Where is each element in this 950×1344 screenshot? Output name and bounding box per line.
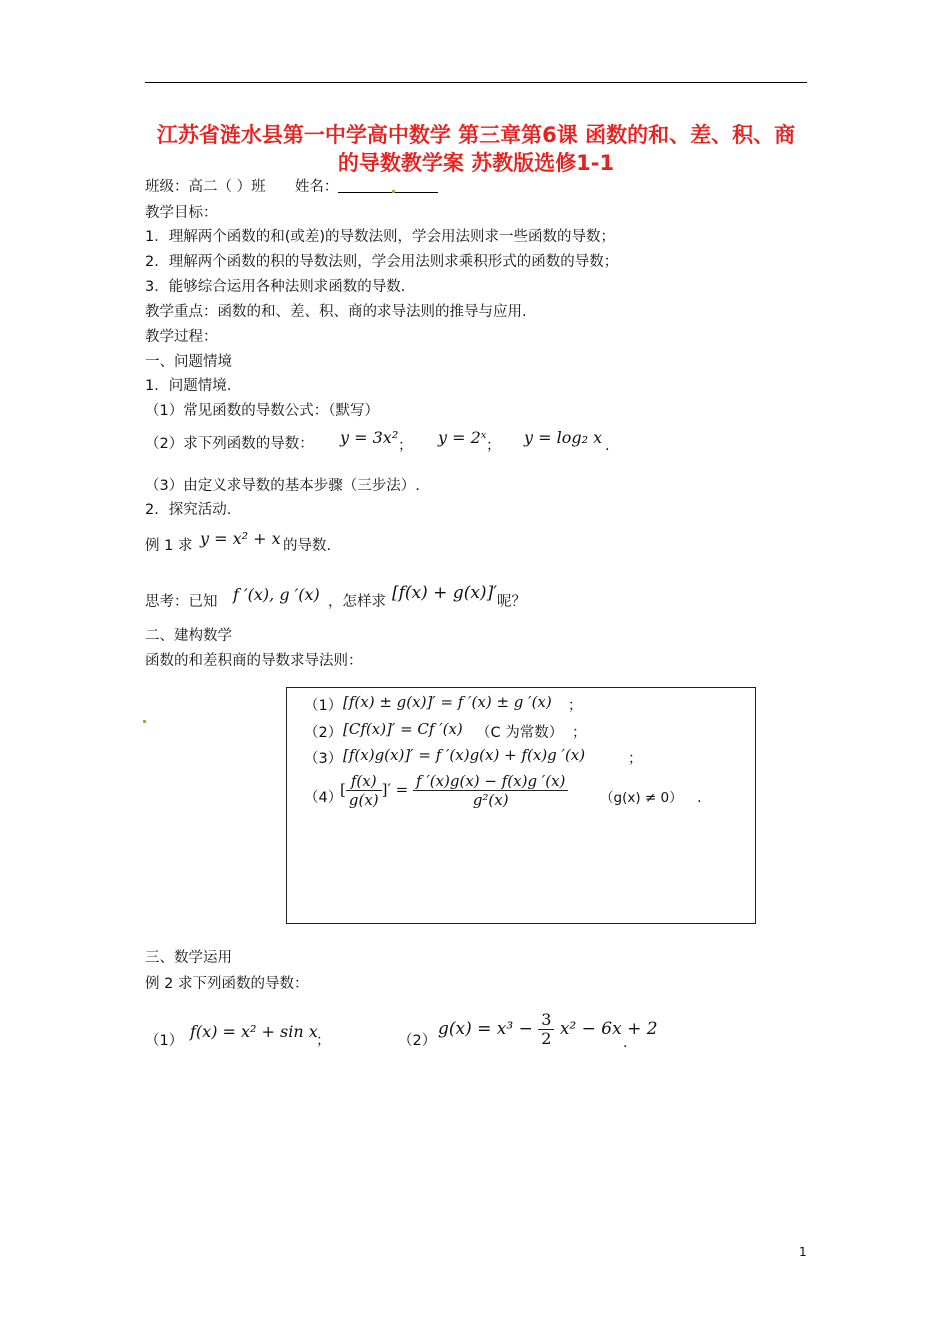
q2-formula-1: y = 3x² [340, 428, 399, 447]
stray-mark [392, 190, 395, 193]
period: . [623, 1035, 628, 1051]
think-mid: ，怎样求 [328, 594, 386, 610]
think-label: 思考：已知 [145, 594, 218, 610]
rule-1-formula: [f(x) ± g(x)]′ = f ′(x) ± g ′(x) [343, 693, 552, 711]
class-label: 班级：高二（ ）班 [145, 179, 266, 195]
separator: ； [572, 725, 587, 741]
section-3-heading: 三、数学运用 [145, 950, 232, 966]
separator: ； [628, 751, 643, 767]
section-1-heading: 一、问题情境 [145, 354, 232, 370]
rule-4-condition: （g(x) ≠ 0） [600, 790, 683, 806]
rule-4-left-fraction [346, 772, 382, 809]
rule-4-right-numerator: f ′(x)g(x) − f(x)g ′(x) [413, 772, 568, 791]
rule-3-formula: [f(x)g(x)]′ = f ′(x)g(x) + f(x)g ′(x) [343, 746, 586, 764]
rule-4-left-denominator: g(x) [348, 791, 379, 809]
rule-2-note: （C 为常数） [476, 725, 564, 741]
objective-item: 1．理解两个函数的和(或差)的导数法则，学会用法则求一些函数的导数； [145, 229, 616, 245]
stray-mark [143, 720, 146, 723]
rule-4-right-fraction [413, 772, 568, 809]
example-2-label: 例 2 求下列函数的导数： [145, 976, 309, 992]
problem-2-lhs: g(x) = x³ − [438, 1019, 533, 1039]
problem-2-rhs: x² − 6x + 2 [559, 1019, 658, 1039]
name-blank [338, 178, 438, 193]
example-1-label: 例 1 求 [145, 538, 193, 554]
name-label: 姓名： [294, 179, 339, 195]
section-2-heading: 二、建构数学 [145, 628, 232, 644]
page-title-line-1: 江苏省涟水县第一中学高中数学 第三章第6课 函数的和、差、积、商 [156, 123, 796, 147]
key-point: 教学重点：函数的和、差、积、商的求导法则的推导与应用. [145, 304, 527, 320]
rule-4-right-denominator: g²(x) [472, 791, 509, 809]
period: . [697, 790, 702, 806]
section-1-sub-1: 1．问题情境. [145, 378, 232, 394]
problem-2-fraction [538, 1011, 554, 1048]
header-rule [145, 82, 807, 83]
rule-1-label: （1） [304, 698, 343, 714]
example-1-function: y = x² + x [200, 529, 281, 548]
rule-2-formula: [Cf(x)]′ = Cf ′(x) [343, 720, 463, 738]
problem-1-formula: f(x) = x² + sin x [190, 1022, 318, 1041]
think-target: [f(x) + g(x)]′ [392, 583, 498, 603]
section-2-intro: 函数的和差积商的导数求导法则： [145, 653, 363, 669]
separator: ； [398, 438, 413, 454]
rule-2-label: （2） [304, 725, 343, 741]
separator: ； [486, 438, 501, 454]
section-1-sub-2: 2．探究活动. [145, 502, 232, 518]
rule-4-left-numerator: f(x) [346, 772, 382, 791]
class-name-line [145, 177, 438, 197]
problem-1-label: （1） [145, 1033, 184, 1049]
problem-2-label: （2） [398, 1033, 437, 1049]
question-2-label: （2）求下列函数的导数： [145, 436, 314, 452]
separator: ； [568, 698, 583, 714]
q2-formula-3: y = log₂ x [524, 428, 603, 447]
objectives-heading: 教学目标： [145, 205, 218, 221]
think-tail: 呢？ [497, 594, 526, 610]
objective-item: 2．理解两个函数的积的导数法则，学会用法则求乘积形式的函数的导数； [145, 254, 619, 270]
question-3: （3）由定义求导数的基本步骤（三步法）. [145, 478, 420, 494]
page-number: 1 [799, 1245, 807, 1259]
example-1-tail: 的导数. [283, 538, 332, 554]
process-heading: 教学过程： [145, 329, 218, 345]
think-given: f ′(x), g ′(x) [233, 585, 320, 604]
problem-2-fraction-denominator: 2 [541, 1029, 552, 1048]
separator: ； [316, 1033, 331, 1049]
q2-formula-2: y = 2ˣ [438, 428, 487, 447]
question-1: （1）常见函数的导数公式：（默写） [145, 403, 379, 419]
problem-2-fraction-numerator: 3 [538, 1011, 554, 1030]
objective-item: 3．能够综合运用各种法则求函数的导数. [145, 279, 406, 295]
rule-4-formula: [ $\frac{f(x)}{g(x)}$ ]′ = $\frac{f '(x)g(x) - f(x)g '(x)}{\text{g²(x)}}$ [340, 772, 568, 809]
rule-3-label: （3） [304, 751, 343, 767]
rule-4-label: （4） [304, 790, 343, 806]
period: . [605, 438, 610, 454]
page-title-line-2: 的导数教学案 苏教版选修1-1 [337, 151, 615, 175]
